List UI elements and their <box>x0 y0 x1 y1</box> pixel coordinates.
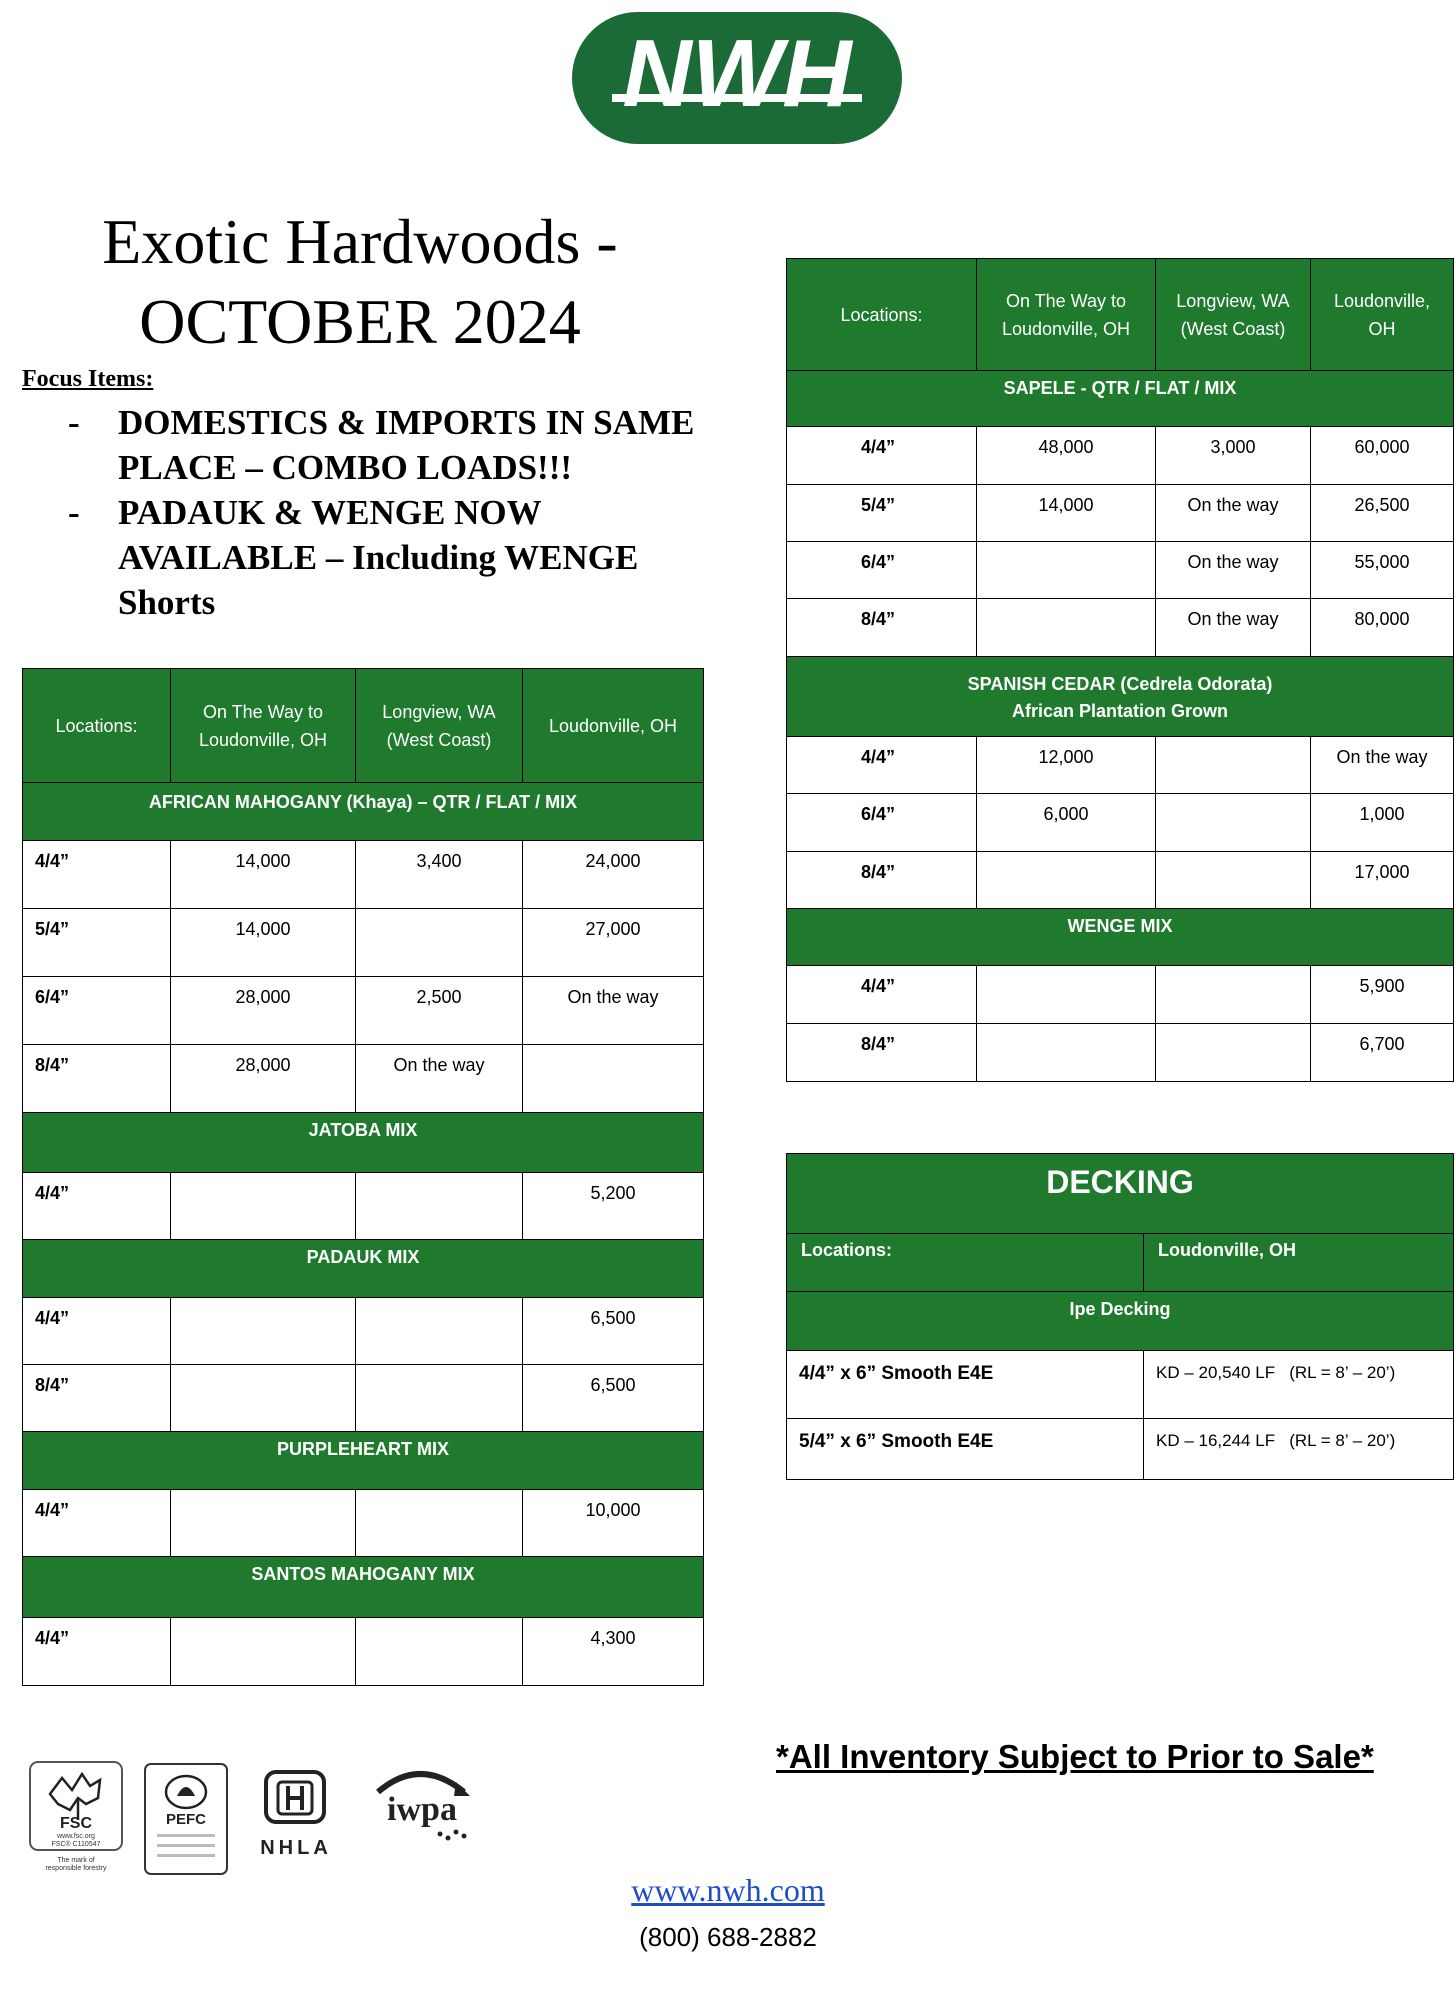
table-row <box>787 966 1454 1024</box>
size-cell: 8/4” <box>787 852 977 909</box>
onway-cell <box>977 599 1156 657</box>
longview-cell <box>1156 966 1311 1024</box>
onway-cell: 28,000 <box>171 977 356 1045</box>
header-on-the-way: On The Way to Loudonville, OH <box>977 259 1156 371</box>
longview-cell: 2,500 <box>356 977 523 1045</box>
loudonville-cell: 55,000 <box>1311 542 1454 599</box>
loudonville-cell: 1,000 <box>1311 794 1454 852</box>
svg-text:NWH: NWH <box>622 20 852 127</box>
loudonville-cell: 6,700 <box>1311 1024 1454 1082</box>
header-longview: Longview, WA (West Coast) <box>356 669 523 783</box>
size-cell: 6/4” <box>23 977 171 1045</box>
section-row <box>23 783 704 841</box>
longview-cell <box>356 1365 523 1432</box>
longview-cell <box>1156 737 1311 794</box>
decking-value: KD – 20,540 LF (RL = 8’ – 20’) <box>1144 1351 1454 1419</box>
focus-item-1: DOMESTICS & IMPORTS IN SAME PLACE – COMBO LOADS!!! <box>118 403 695 487</box>
table-row <box>23 909 704 977</box>
section-santos-mahogany: SANTOS MAHOGANY MIX <box>23 1557 704 1618</box>
size-cell: 4/4” <box>23 1173 171 1240</box>
size-cell: 8/4” <box>787 599 977 657</box>
table-row <box>787 542 1454 599</box>
longview-cell <box>1156 794 1311 852</box>
loudonville-cell: 26,500 <box>1311 485 1454 542</box>
inventory-disclaimer: *All Inventory Subject to Prior to Sale* <box>776 1738 1374 1775</box>
loudonville-cell: 10,000 <box>523 1490 704 1557</box>
table-row <box>23 1173 704 1240</box>
onway-cell <box>977 542 1156 599</box>
fsc-logo <box>28 1760 128 1878</box>
size-cell: 4/4” <box>23 1490 171 1557</box>
nhla-logo <box>248 1764 344 1864</box>
decking-title: DECKING <box>787 1154 1454 1234</box>
svg-text:PEFC: PEFC <box>165 1811 207 1828</box>
section-row <box>787 909 1454 966</box>
section-spanish-cedar: SPANISH CEDAR (Cedrela Odorata) African Plantation Grown <box>787 657 1454 737</box>
decking-table <box>786 1153 1454 1480</box>
svg-text:FSC: FSC <box>60 1815 92 1832</box>
loudonville-cell: 6,500 <box>523 1298 704 1365</box>
left-inventory-table <box>22 668 704 1686</box>
size-cell: 4/4” <box>23 841 171 909</box>
header-loudonville: Loudonville, OH <box>1311 259 1454 371</box>
table-row <box>787 1351 1454 1419</box>
size-cell: 8/4” <box>787 1024 977 1082</box>
svg-text:www.fsc.org: www.fsc.org <box>57 1833 95 1840</box>
svg-text:responsible forestry: responsible forestry <box>45 1865 107 1872</box>
table-row <box>787 1419 1454 1480</box>
table-row <box>23 977 704 1045</box>
loudonville-cell: 60,000 <box>1311 427 1454 485</box>
header-longview: Longview, WA (West Coast) <box>1156 259 1311 371</box>
size-cell: 4/4” <box>787 427 977 485</box>
size-cell: 8/4” <box>23 1045 171 1113</box>
longview-cell <box>1156 1024 1311 1082</box>
page-title <box>40 202 680 362</box>
table-row <box>23 841 704 909</box>
decking-item: 4/4” x 6” Smooth E4E <box>787 1351 1144 1419</box>
bullet-dash: - <box>68 493 80 532</box>
section-jatoba: JATOBA MIX <box>23 1113 704 1173</box>
size-cell: 4/4” <box>787 966 977 1024</box>
section-sapele: SAPELE - QTR / FLAT / MIX <box>787 371 1454 427</box>
title-line-1: Exotic Hardwoods - <box>102 206 618 277</box>
header-on-the-way: On The Way to Loudonville, OH <box>171 669 356 783</box>
loudonville-cell: 5,900 <box>1311 966 1454 1024</box>
onway-cell: 14,000 <box>171 909 356 977</box>
size-cell: 5/4” <box>787 485 977 542</box>
loudonville-cell: On the way <box>1311 737 1454 794</box>
size-cell: 6/4” <box>787 794 977 852</box>
table-header-row <box>23 669 704 783</box>
longview-cell: 3,000 <box>1156 427 1311 485</box>
size-cell: 5/4” <box>23 909 171 977</box>
onway-cell <box>977 852 1156 909</box>
longview-cell <box>356 1490 523 1557</box>
decking-item: 5/4” x 6” Smooth E4E <box>787 1419 1144 1480</box>
table-row <box>23 1045 704 1113</box>
loudonville-cell: 6,500 <box>523 1365 704 1432</box>
loudonville-cell <box>523 1045 704 1113</box>
header-loudonville: Loudonville, OH <box>523 669 704 783</box>
table-row <box>787 852 1454 909</box>
table-row <box>23 1490 704 1557</box>
onway-cell <box>977 966 1156 1024</box>
onway-cell <box>171 1173 356 1240</box>
longview-cell <box>356 909 523 977</box>
onway-cell: 14,000 <box>977 485 1156 542</box>
longview-cell <box>356 1298 523 1365</box>
decking-title-row <box>787 1154 1454 1234</box>
loudonville-cell: On the way <box>523 977 704 1045</box>
section-row <box>787 1292 1454 1351</box>
decking-header-loudonville: Loudonville, OH <box>1144 1234 1454 1292</box>
onway-cell: 28,000 <box>171 1045 356 1113</box>
loudonville-cell: 5,200 <box>523 1173 704 1240</box>
table-row <box>787 794 1454 852</box>
section-african-mahogany: AFRICAN MAHOGANY (Khaya) – QTR / FLAT / MIX <box>23 783 704 841</box>
longview-cell <box>356 1173 523 1240</box>
table-header-row <box>787 259 1454 371</box>
section-row <box>23 1113 704 1173</box>
nwh-logo <box>572 12 902 144</box>
section-wenge: WENGE MIX <box>787 909 1454 966</box>
focus-items-label: Focus Items: <box>22 366 154 392</box>
table-row <box>23 1618 704 1686</box>
loudonville-cell: 24,000 <box>523 841 704 909</box>
onway-cell: 12,000 <box>977 737 1156 794</box>
section-purpleheart: PURPLEHEART MIX <box>23 1432 704 1490</box>
section-row <box>787 657 1454 737</box>
onway-cell: 14,000 <box>171 841 356 909</box>
table-row <box>787 599 1454 657</box>
longview-cell: On the way <box>356 1045 523 1113</box>
size-cell: 4/4” <box>787 737 977 794</box>
section-row <box>23 1557 704 1618</box>
decking-value: KD – 16,244 LF (RL = 8’ – 20’) <box>1144 1419 1454 1480</box>
right-inventory-table <box>786 258 1454 1082</box>
table-row <box>787 485 1454 542</box>
svg-text:NHLA: NHLA <box>260 1837 332 1859</box>
longview-cell <box>1156 852 1311 909</box>
title-line-2: OCTOBER 2024 <box>139 286 581 357</box>
longview-cell <box>356 1618 523 1686</box>
section-ipe-decking: Ipe Decking <box>787 1292 1454 1351</box>
svg-text:iwpa: iwpa <box>387 1791 457 1828</box>
iwpa-logo <box>360 1762 484 1848</box>
longview-cell: On the way <box>1156 542 1311 599</box>
header-locations: Locations: <box>787 259 977 371</box>
decking-header-row <box>787 1234 1454 1292</box>
section-row <box>23 1240 704 1298</box>
section-row <box>23 1432 704 1490</box>
bullet-dash: - <box>68 403 80 442</box>
loudonville-cell: 4,300 <box>523 1618 704 1686</box>
onway-cell <box>171 1298 356 1365</box>
onway-cell <box>977 1024 1156 1082</box>
website-link[interactable]: www.nwh.com <box>631 1872 825 1908</box>
table-row <box>787 737 1454 794</box>
pefc-logo <box>143 1762 231 1878</box>
onway-cell <box>171 1365 356 1432</box>
table-row <box>787 427 1454 485</box>
section-row <box>787 371 1454 427</box>
table-row <box>23 1298 704 1365</box>
onway-cell <box>171 1490 356 1557</box>
loudonville-cell: 17,000 <box>1311 852 1454 909</box>
size-cell: 6/4” <box>787 542 977 599</box>
loudonville-cell: 80,000 <box>1311 599 1454 657</box>
svg-text:FSC® C110547: FSC® C110547 <box>51 1841 101 1848</box>
longview-cell: 3,400 <box>356 841 523 909</box>
onway-cell <box>171 1618 356 1686</box>
longview-cell: On the way <box>1156 599 1311 657</box>
longview-cell: On the way <box>1156 485 1311 542</box>
size-cell: 8/4” <box>23 1365 171 1432</box>
svg-text:The mark of: The mark of <box>57 1857 95 1864</box>
header-locations: Locations: <box>23 669 171 783</box>
loudonville-cell: 27,000 <box>523 909 704 977</box>
size-cell: 4/4” <box>23 1298 171 1365</box>
decking-header-locations: Locations: <box>787 1234 1144 1292</box>
table-row <box>787 1024 1454 1082</box>
phone-number: (800) 688-2882 <box>639 1922 817 1952</box>
onway-cell: 48,000 <box>977 427 1156 485</box>
section-padauk: PADAUK MIX <box>23 1240 704 1298</box>
onway-cell: 6,000 <box>977 794 1156 852</box>
size-cell: 4/4” <box>23 1618 171 1686</box>
focus-item-2: PADAUK & WENGE NOW AVAILABLE – Including WENGE Shorts <box>118 493 639 622</box>
table-row <box>23 1365 704 1432</box>
